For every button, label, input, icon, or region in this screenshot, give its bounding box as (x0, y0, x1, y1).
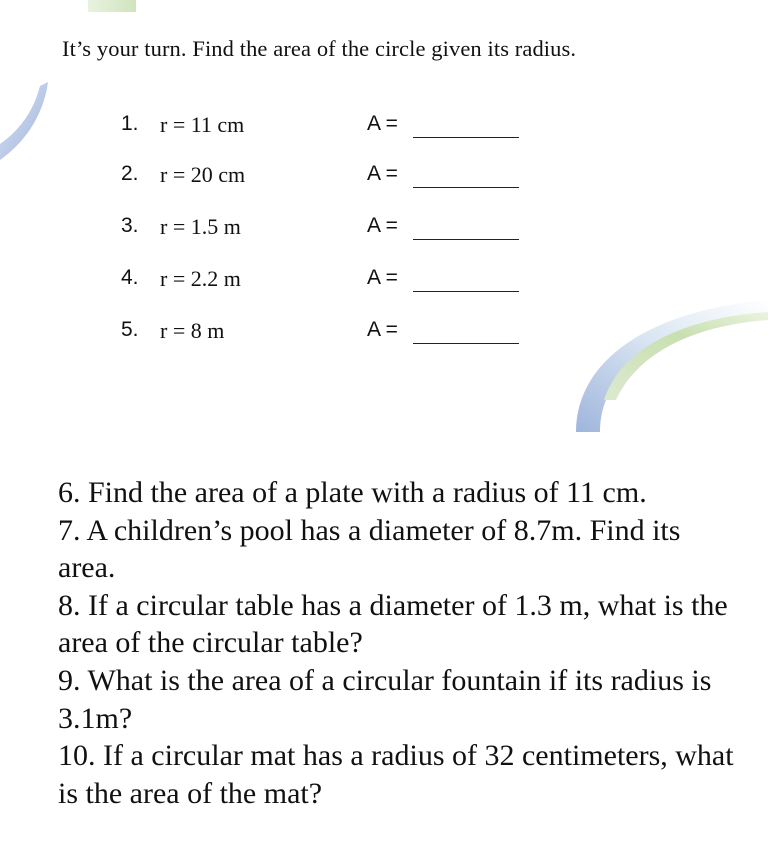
answer-blank (413, 343, 519, 344)
area-label: A = (367, 162, 398, 185)
problem-row-2 (0, 162, 768, 192)
problem-row-1 (0, 112, 768, 142)
problem-number: 3. (121, 214, 139, 237)
word-problem-9: 9. What is the area of a circular fountain if its radius is 3.1m? (58, 663, 712, 735)
decorative-green-strip (88, 0, 136, 12)
word-problem-6: 6. Find the area of a plate with a radius of 11 cm. (58, 476, 647, 509)
answer-blank (413, 291, 519, 292)
problem-number: 2. (121, 162, 139, 185)
area-label: A = (367, 266, 398, 289)
answer-blank (413, 137, 519, 138)
problem-row-3 (0, 214, 768, 244)
word-problem-10: 10. If a circular mat has a radius of 32 centimeters, what is the area of the mat? (58, 739, 734, 810)
answer-blank (413, 187, 519, 188)
decorative-arc-swoosh-right (560, 290, 768, 432)
problem-number: 1. (121, 112, 139, 135)
radius-given: r = 20 cm (160, 162, 246, 187)
area-label: A = (367, 318, 398, 341)
problem-row-5 (0, 318, 768, 348)
area-label: A = (367, 214, 398, 237)
area-label: A = (367, 112, 398, 135)
word-problems-section (58, 474, 738, 812)
problem-row-4 (0, 266, 768, 296)
instruction-heading: It’s your turn. Find the area of the circle given its radius. (62, 36, 577, 61)
problem-number: 5. (121, 318, 139, 341)
word-problem-7: 7. A children’s pool has a diameter of 8.7m. Find its area. (58, 513, 681, 585)
radius-given: r = 1.5 m (160, 214, 241, 239)
radius-given: r = 2.2 m (160, 266, 241, 291)
radius-given: r = 11 cm (160, 112, 245, 137)
word-problem-8: 8. If a circular table has a diameter of 1.3 m, what is the area of the circular table? (58, 588, 728, 660)
problem-number: 4. (121, 266, 139, 289)
radius-given: r = 8 m (160, 318, 225, 343)
answer-blank (413, 239, 519, 240)
